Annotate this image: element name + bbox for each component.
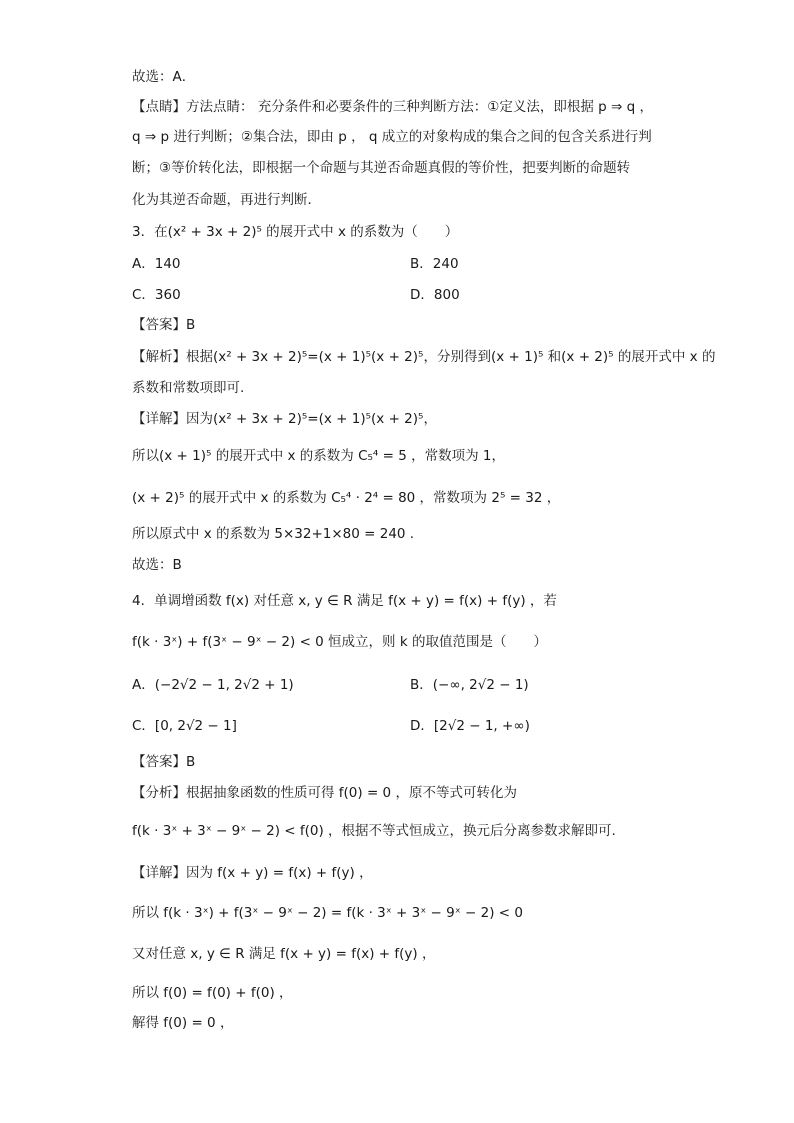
answer-line: 【答案】B (132, 317, 196, 333)
q3-option-d: D．800 (410, 287, 460, 303)
text-line: 所以原式中 x 的系数为 5×32+1×80 = 240 . (132, 526, 415, 542)
text-line: 所以 f(k · 3ˣ) + f(3ˣ − 9ˣ − 2) = f(k · 3ˣ + 3ˣ − 9ˣ − 2) < 0 (132, 905, 523, 921)
q4-option-d: D．[2√2 − 1, +∞) (410, 718, 530, 734)
q3-option-c: C．360 (132, 287, 181, 303)
text-line: 系数和常数项即可. (132, 380, 245, 396)
text-line: f(k · 3ˣ + 3ˣ − 9ˣ − 2) < f(0) ，根据不等式恒成立，换元后分离参数求解即可. (132, 823, 616, 839)
q3-option-a: A．140 (132, 256, 181, 272)
q4-option-a: A．(−2√2 − 1, 2√2 + 1) (132, 677, 294, 693)
analysis-line: 【解析】根据(x² + 3x + 2)⁵=(x + 1)⁵(x + 2)⁵，分别得到(x + 1)⁵ 和(x + 2)⁵ 的展开式中 x 的 (132, 349, 716, 365)
q3-option-b: B．240 (410, 256, 459, 272)
text-line: 化为其逆否命题，再进行判断． (132, 192, 321, 208)
detail-line: 【详解】因为(x² + 3x + 2)⁵=(x + 1)⁵(x + 2)⁵， (132, 411, 437, 427)
text-line: 故选：A． (132, 69, 196, 85)
text-line: 故选：B (132, 557, 182, 573)
text-line: 解得 f(0) = 0 ， (132, 1015, 234, 1031)
answer-line: 【答案】B (132, 754, 196, 770)
q4-option-b: B．(−∞, 2√2 − 1) (410, 677, 529, 693)
text-line: f(k · 3ˣ) + f(3ˣ − 9ˣ − 2) < 0 恒成立，则 k 的取值范围是（ ） (132, 634, 547, 650)
analysis-line: 【分析】根据抽象函数的性质可得 f(0) = 0 ，原不等式可转化为 (132, 785, 517, 801)
detail-line: 【详解】因为 f(x + y) = f(x) + f(y) ， (132, 865, 373, 881)
question-4: 4．单调增函数 f(x) 对任意 x, y ∈ R 满足 f(x + y) = f(x) + f(y) ，若 (132, 593, 557, 609)
text-line: 所以(x + 1)⁵ 的展开式中 x 的系数为 C₅⁴ = 5 ，常数项为 1， (132, 448, 505, 464)
text-line: (x + 2)⁵ 的展开式中 x 的系数为 C₅⁴ · 2⁴ = 80 ，常数项为 2⁵ = 32 ， (132, 490, 561, 506)
text-line: 【点睛】方法点睛： 充分条件和必要条件的三种判断方法：①定义法，即根据 p ⇒ q ， (132, 99, 654, 115)
q4-option-c: C．[0, 2√2 − 1] (132, 718, 237, 734)
text-line: 又对任意 x, y ∈ R 满足 f(x + y) = f(x) + f(y) ， (132, 946, 436, 962)
text-line: q ⇒ p 进行判断；②集合法，即由 p ， q 成立的对象构成的集合之间的包含关系进行判 (132, 129, 652, 145)
question-3: 3．在(x² + 3x + 2)⁵ 的展开式中 x 的系数为（ ） (132, 224, 459, 240)
text-line: 断；③等价转化法，即根据一个命题与其逆否命题真假的等价性，把要判断的命题转 (132, 160, 631, 176)
text-line: 所以 f(0) = f(0) + f(0) ， (132, 985, 293, 1001)
